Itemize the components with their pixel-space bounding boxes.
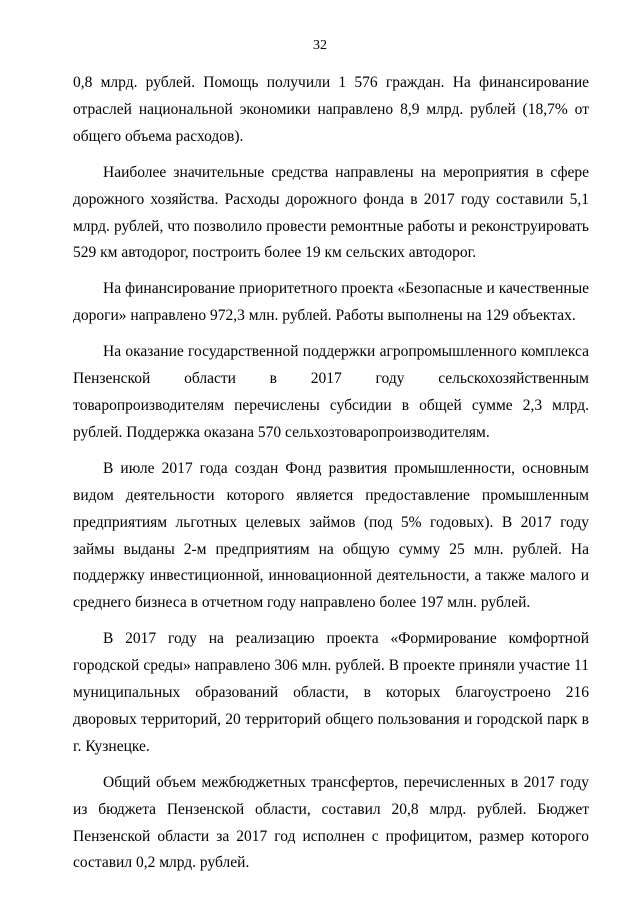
document-body (73, 70, 589, 877)
paragraph-urban-environment: В 2017 году на реализацию проекта «Формирование комфортной городской среды» направлено 306 млн. рублей. В проекте приняли участие 11 муниципальных образований области, в которых благоустроено 216 дворовых территорий, 20 территорий общего пользования и городской парк в г. Кузнецке. (73, 630, 589, 755)
paragraph-industry-fund: В июле 2017 года создан Фонд развития промышленности, основным видом деятельности которого является предоставление промышленным предприятиям льготных целевых займов (под 5% годовых). В 2017 году займы выданы 2-м предприятиям на общую сумму 25 млн. рублей. На поддержку инвестиционной, инновационной деятельности, а также малого и среднего бизнеса в отчетном году направлено более 197 млн. рублей. (73, 459, 589, 612)
paragraph-road-fund: Наиболее значительные средства направлены на мероприятия в сфере дорожного хозяйства. Расходы дорожного фонда в 2017 году составили 5,1 млрд. рублей, что позволило провести ремонтные работы и реконструировать 529 км автодорог, построить более 19 км сельских автодорог. (73, 163, 589, 262)
paragraph-interbudget-transfers: Общий объем межбюджетных трансфертов, перечисленных в 2017 году из бюджета Пензенской области, составил 20,8 млрд. рублей. Бюджет Пензенской области за 2017 год исполнен с профицитом, размер которого составил 0,2 млрд. рублей. (73, 773, 589, 872)
paragraph-agro-support: На оказание государственной поддержки агропромышленного комплекса Пензенской области в 2017 году сельскохозяйственным товаропроизводителям перечислены субсидии в общей сумме 2,3 млрд. рублей. Поддержка оказана 570 сельхозтоваропроизводителям. (73, 343, 589, 441)
page-number: 32 (313, 38, 327, 53)
paragraph-continuation: 0,8 млрд. рублей. Помощь получили 1 576 граждан. На финансирование отраслей национальной экономики направлено 8,9 млрд. рублей (18,7% от общего объема расходов). (73, 74, 589, 145)
paragraph-safe-roads-project: На финансирование приоритетного проекта «Безопасные и качественные дороги» направлено 972,3 млн. рублей. Работы выполнены на 129 объектах. (73, 280, 589, 325)
